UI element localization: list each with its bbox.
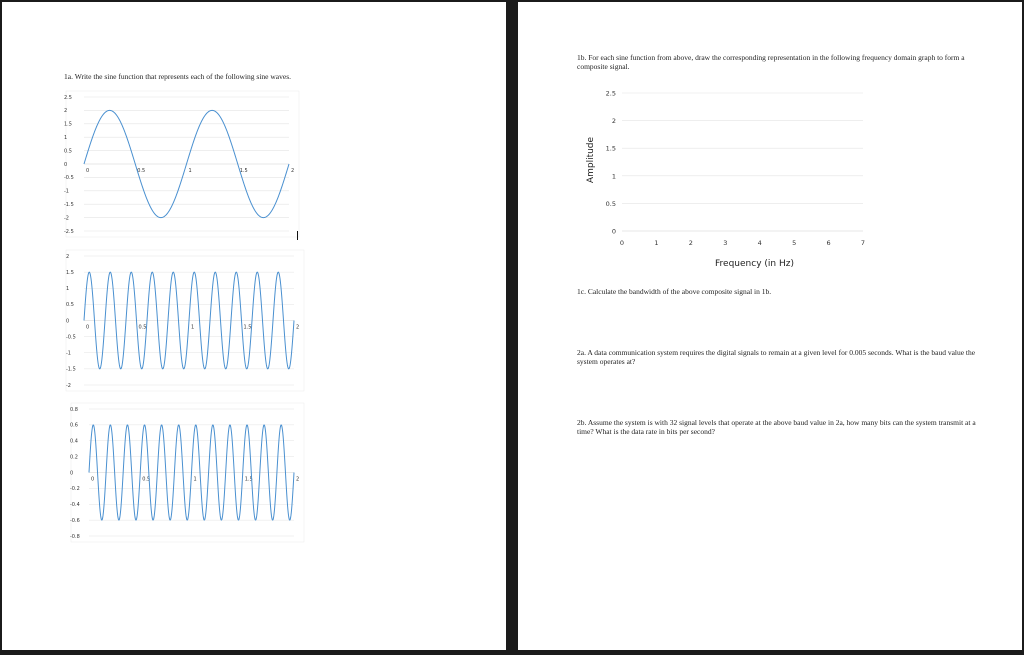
chart-b-y-tick: 0: [66, 318, 70, 325]
freq-x-tick: 4: [757, 239, 762, 247]
chart-a-y-tick: 1: [64, 135, 68, 141]
chart-c-y-tick: -0.6: [70, 517, 80, 524]
chart-c-y-tick: 0.4: [70, 438, 78, 445]
chart-c-x-tick: 1: [193, 476, 197, 483]
question-1a: 1a. Write the sine function that represents each of the following sine waves.: [64, 72, 291, 81]
chart-a-y-tick: -2.5: [64, 228, 74, 235]
chart-a-x-tick: 1: [188, 168, 192, 174]
chart-a-x-tick: 0.5: [137, 168, 146, 174]
chart-b-y-tick: -1.5: [66, 366, 76, 373]
freq-x-tick: 7: [860, 239, 866, 247]
left-page: [2, 2, 506, 650]
question-2b: 2b. Assume the system is with 32 signal levels that operate at the above baud value in 2a, how many bits can the system transmit at a time? What is the data rate in bits per second?: [577, 418, 976, 436]
chart-a-x-tick: 1.5: [239, 168, 248, 174]
chart-c-y-tick: -0.4: [70, 502, 80, 509]
chart-a-y-tick: -1.5: [64, 202, 74, 208]
freq-y-tick: 0.5: [605, 199, 616, 208]
text-cursor: [297, 231, 298, 240]
chart-c-x-tick: 0: [91, 476, 95, 483]
chart-c-y-tick: 0.6: [70, 422, 78, 429]
chart-a-y-tick: 2.5: [64, 94, 72, 101]
chart-b-x-tick: 0.5: [138, 324, 147, 331]
chart-c-y-tick: 0.2: [70, 454, 78, 461]
sine-chart-c: [2, 2, 506, 650]
freq-x-tick: 5: [792, 239, 797, 247]
chart-a-x-tick: 2: [291, 168, 295, 174]
freq-y-tick: 1: [611, 172, 616, 181]
freq-x-tick: 1: [654, 239, 659, 247]
chart-a-y-tick: 0.5: [64, 148, 72, 155]
chart-c-y-tick: -0.2: [70, 486, 80, 493]
question-1c: 1c. Calculate the bandwidth of the above composite signal in 1b.: [577, 287, 772, 296]
chart-a-y-tick: -0.5: [64, 175, 74, 182]
chart-a-y-tick: 1.5: [64, 121, 72, 128]
freq-x-tick: 2: [688, 239, 693, 247]
chart-b-y-tick: -2: [66, 382, 71, 389]
frequency-domain-chart: [518, 2, 1022, 650]
chart-c-y-tick: 0: [70, 470, 74, 477]
chart-b-x-tick: 1.5: [243, 324, 252, 331]
right-page: [518, 2, 1022, 650]
freq-y-tick: 0: [611, 227, 616, 236]
freq-x-axis-label: Frequency (in Hz): [715, 259, 794, 269]
chart-c-x-tick: 2: [296, 476, 300, 483]
chart-b-y-tick: 2: [66, 253, 70, 260]
chart-b-y-tick: 0.5: [66, 302, 74, 309]
question-2a: 2a. A data communication system requires the digital signals to remain at a given level for 0.005 seconds. What is the baud value the system operates at?: [577, 348, 976, 366]
chart-b-y-tick: -1: [66, 350, 71, 357]
chart-b-y-tick: -0.5: [66, 334, 76, 341]
chart-c-y-tick: 0.8: [70, 406, 78, 413]
chart-b-x-tick: 2: [296, 324, 300, 331]
freq-y-tick: 1.5: [605, 144, 616, 153]
freq-y-tick: 2: [611, 117, 616, 126]
chart-a-x-tick: 0: [86, 168, 90, 174]
chart-b-y-tick: 1.5: [66, 269, 74, 276]
freq-x-tick: 6: [826, 239, 831, 247]
chart-b-x-tick: 0: [86, 324, 90, 331]
chart-c-x-tick: 1.5: [244, 476, 253, 483]
chart-b-x-tick: 1: [191, 324, 195, 331]
chart-a-y-tick: 0: [64, 161, 68, 168]
chart-a-y-tick: 2: [64, 108, 68, 115]
freq-x-tick: 3: [723, 239, 728, 247]
chart-c-x-tick: 0.5: [142, 476, 151, 483]
frequency-chart: [518, 2, 1022, 650]
chart-1a-sine-3: [2, 2, 506, 650]
freq-y-tick: 2.5: [605, 89, 616, 98]
chart-c-y-tick: -0.8: [70, 533, 80, 540]
question-1b: 1b. For each sine function from above, draw the corresponding representation in the following frequency domain graph to form a composite signal.: [577, 53, 965, 71]
freq-y-axis-label: Amplitude: [586, 136, 596, 184]
chart-a-y-tick: -1: [64, 188, 69, 195]
chart-a-y-tick: -2: [64, 215, 69, 222]
freq-x-tick: 0: [619, 239, 625, 247]
chart-b-y-tick: 1: [66, 286, 70, 293]
